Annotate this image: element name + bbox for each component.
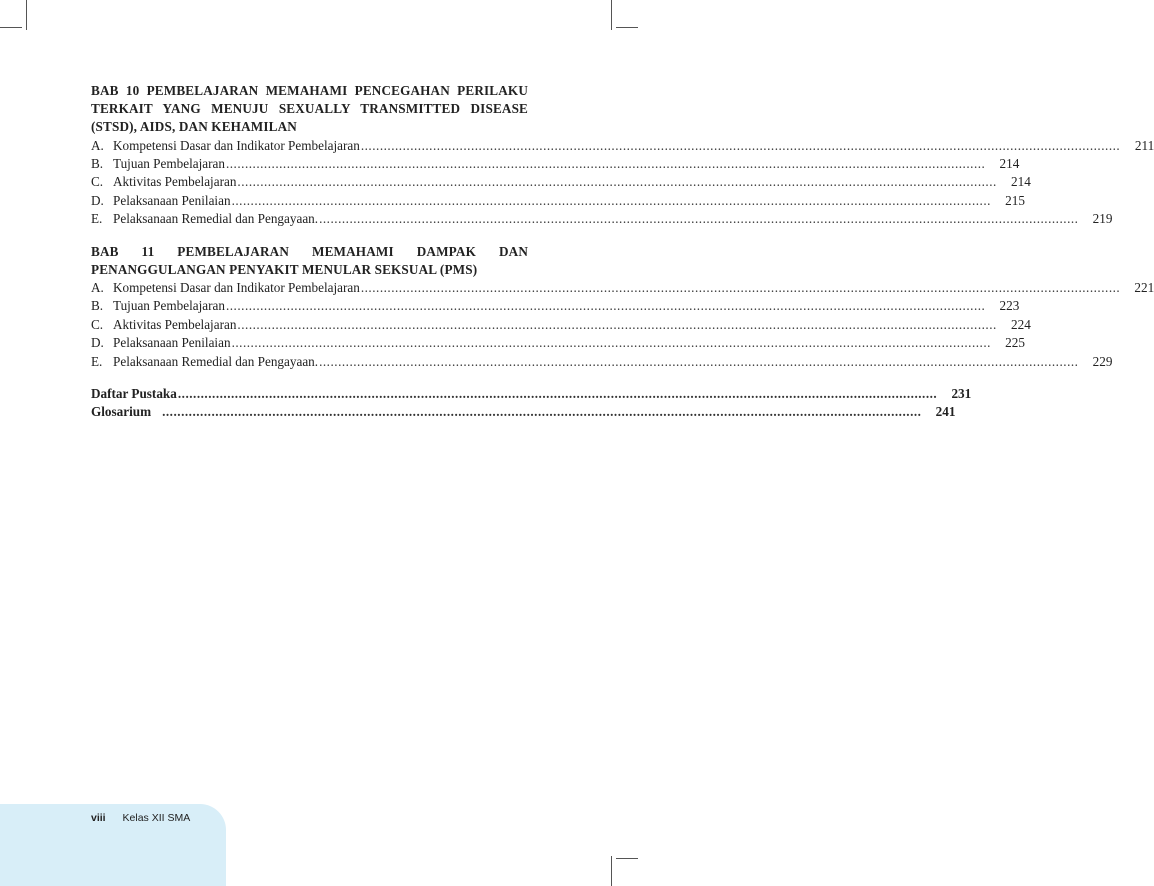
entry-text: Aktivitas Pembelajaran — [113, 174, 237, 190]
entry-letter: A. — [91, 280, 104, 296]
crop-mark — [616, 858, 638, 859]
book-label: Kelas XII SMA — [122, 812, 191, 824]
crop-mark — [26, 0, 27, 30]
dot-leader: ........................................................................................................................................................................................................ — [177, 386, 938, 402]
entry-page: 211 — [1134, 137, 1154, 153]
crop-mark — [611, 0, 612, 30]
entry-text: Pelaksanaan Penilaian — [113, 335, 231, 351]
toc-entry[interactable] — [91, 297, 1020, 315]
chapter-title-line: BAB 10 PEMBELAJARAN MEMAHAMI PENCEGAHAN PERILAKU — [91, 83, 528, 98]
entry-page: 231 — [951, 386, 972, 402]
toc-entry-bibliography[interactable] — [91, 385, 972, 403]
dot-leader: ........................................................................................................................................................................................................ — [237, 316, 997, 332]
toc-entry[interactable] — [91, 210, 1113, 228]
entry-page: 229 — [1092, 353, 1113, 369]
entry-page: 219 — [1092, 211, 1113, 227]
entry-letter: A. — [91, 137, 104, 153]
chapter-11 — [91, 243, 1154, 371]
toc-entry[interactable] — [91, 316, 1031, 334]
dot-leader: ........................................................................................................................................................................................................ — [231, 335, 991, 351]
entry-text: Glosarium — [91, 404, 152, 420]
back-matter — [91, 385, 972, 422]
entry-letter: E. — [91, 211, 103, 227]
toc-entry-glossary[interactable] — [91, 403, 956, 421]
entry-text: Tujuan Pembelajaran — [113, 156, 225, 172]
entry-text: Pelaksanaan Penilaian — [113, 192, 231, 208]
chapter-title-line: TERKAIT YANG MENUJU SEXUALLY TRANSMITTED DISEASE — [91, 101, 528, 117]
entry-text: Aktivitas Pembelajaran — [113, 316, 237, 332]
crop-mark — [616, 27, 638, 28]
entry-page: 224 — [1011, 316, 1031, 332]
toc-entry[interactable] — [91, 137, 1154, 155]
dot-leader: ........................................................................................................................................................................................................ — [319, 353, 1079, 369]
entry-page: 223 — [999, 298, 1020, 314]
entry-letter: B. — [91, 298, 104, 314]
entry-page: 215 — [1005, 192, 1025, 208]
entry-page: 214 — [999, 156, 1020, 172]
dot-leader: ........................................................................................................................................................................................................ — [225, 156, 986, 172]
entry-letter: D. — [91, 192, 104, 208]
toc-entry[interactable] — [91, 192, 1025, 210]
chapter-title-line: (STSD), AIDS, DAN KEHAMILAN — [91, 119, 297, 135]
entry-text: Kompetensi Dasar dan Indikator Pembelajaran — [113, 280, 360, 296]
entry-text: Daftar Pustaka — [91, 386, 177, 402]
entry-page: 221 — [1134, 280, 1154, 296]
chapter-title-line: PENANGGULANGAN PENYAKIT MENULAR SEKSUAL (PMS) — [91, 261, 478, 277]
chapter-title — [91, 243, 528, 279]
entry-letter: D. — [91, 335, 104, 351]
chapter-title-line: BAB 11 PEMBELAJARAN MEMAHAMI DAMPAK DAN — [91, 243, 528, 259]
footer — [91, 812, 190, 824]
crop-mark — [0, 27, 22, 28]
entry-text: Tujuan Pembelajaran — [113, 298, 225, 314]
table-of-contents — [91, 82, 1154, 422]
dot-leader: ........................................................................................................................................................................................................ — [231, 192, 991, 208]
chapter-10 — [91, 82, 1154, 229]
toc-entry[interactable] — [91, 353, 1113, 371]
entry-page: 214 — [1011, 174, 1031, 190]
toc-entry[interactable] — [91, 155, 1020, 173]
page-number: viii — [91, 812, 106, 824]
dot-leader: ........................................................................................................................................................................................................ — [360, 137, 1121, 153]
dot-leader: ........................................................................................................................................................................................................ — [225, 298, 986, 314]
entry-page: 225 — [1005, 335, 1025, 351]
entry-letter: C. — [91, 316, 104, 332]
entry-letter: B. — [91, 156, 104, 172]
toc-entry[interactable] — [91, 279, 1154, 297]
entry-text: Pelaksanaan Remedial dan Pengayaan. — [113, 211, 319, 227]
toc-entry[interactable] — [91, 173, 1031, 191]
dot-leader: ........................................................................................................................................................................................................ — [237, 174, 997, 190]
entry-text: Kompetensi Dasar dan Indikator Pembelajaran — [113, 137, 360, 153]
toc-entry[interactable] — [91, 334, 1025, 352]
dot-leader: ........................................................................................................................................................................................................ — [162, 404, 922, 420]
entry-page: 241 — [935, 404, 956, 420]
chapter-title — [91, 82, 528, 137]
dot-leader: ........................................................................................................................................................................................................ — [360, 280, 1121, 296]
entry-letter: E. — [91, 353, 103, 369]
crop-mark — [611, 856, 612, 886]
dot-leader: ........................................................................................................................................................................................................ — [319, 211, 1079, 227]
entry-text: Pelaksanaan Remedial dan Pengayaan. — [113, 353, 319, 369]
entry-letter: C. — [91, 174, 104, 190]
